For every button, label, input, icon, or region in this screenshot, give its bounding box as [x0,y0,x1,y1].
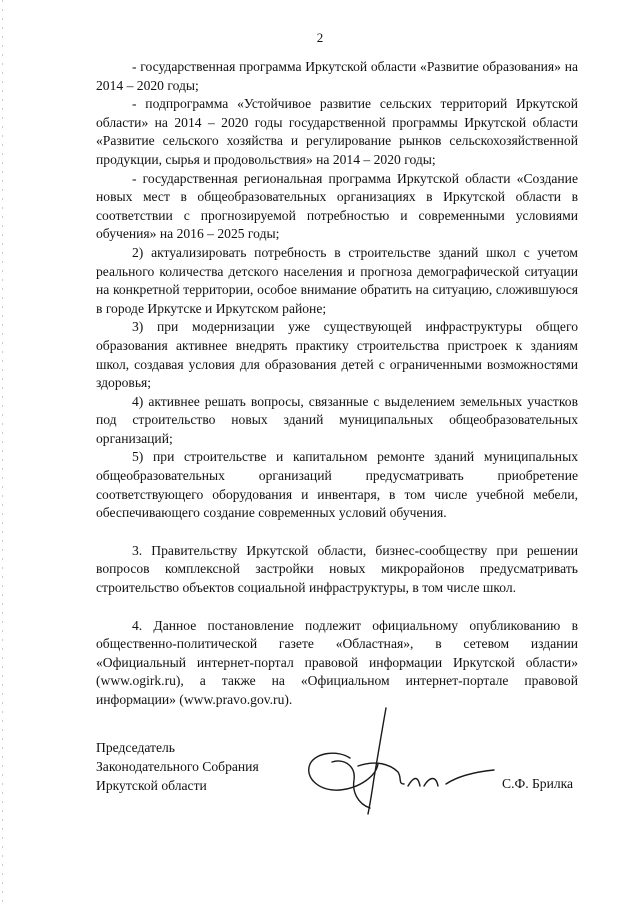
scan-edge-mark [2,0,3,905]
paragraph-item-3: 3) при модернизации уже существующей инфраструктуры общего образования активнее внедрять практику строительства пристроек к зданиям школ, создавая условия для образования детей с ограниченными возможностями здоровья; [96,319,578,391]
paragraph-section-3: 3. Правительству Иркутской области, бизнес-сообществу при решении вопросов комплексной застройки новых микрорайонов предусматривать строительство объектов социальной инфраструктуры, в том числе школ. [96,542,578,596]
document-body [96,58,578,710]
paragraph-program-new-school-places: - государственная региональная программа Иркутской области «Создание новых мест в общеобразовательных организациях в Иркутской области в соответствии с прогнозируемой потребностью и современными условиями обучения» на 2016 – 2025 годы; [96,170,578,242]
signatory-title-line-2: Законодательного Собрания [96,759,259,774]
paragraph-item-2: 2) актуализировать потребность в строительстве зданий школ с учетом реального количества детского населения и прогноза демографической ситуации на конкретной территории, особое внимание обратить на ситуацию, сложившуюся в городе Иркутске и Иркутском районе; [96,244,578,316]
paragraph-item-4: 4) активнее решать вопросы, связанные с выделением земельных участков под строительство новых зданий муниципальных общеобразовательных организаций; [96,393,578,446]
paragraph-section-4: 4. Данное постановление подлежит официальному опубликованию в общественно-политической газете «Областная», в сетевом издании «Официальный интернет-портал правовой информации Иркутской области» (www.ogirk.ru), а также на «Официальном интернет-портале правовой информации» (www.pravo.gov.ru). [96,617,578,707]
page-number: 2 [316,30,324,45]
signatory-title [96,738,259,795]
paragraph-subprogram-rural: - подпрограмма «Устойчивое развитие сельских территорий Иркутской области» на 2014 – 2020 годы государственной программы Иркутской области «Развитие сельского хозяйства и регулирование рынков сельскохозяйственной продукции, сырья и продовольствия» на 2014 – 2020 годы; [96,96,578,167]
handwritten-signature [298,700,498,820]
paragraph-program-education: - государственная программа Иркутской области «Развитие образования» на 2014 – 2020 годы; [96,59,578,93]
signatory-title-line-3: Иркутской области [96,778,207,793]
paragraph-item-5: 5) при строительстве и капитальном ремонте зданий муниципальных общеобразовательных организаций предусматривать приобретение соответствующего оборудования и инвентаря, в том числе учебной мебели, обеспечивающего создание современных условий обучения. [96,449,578,521]
signer-name: С.Ф. Брилка [502,776,574,791]
signatory-title-line-1: Председатель [96,740,175,755]
